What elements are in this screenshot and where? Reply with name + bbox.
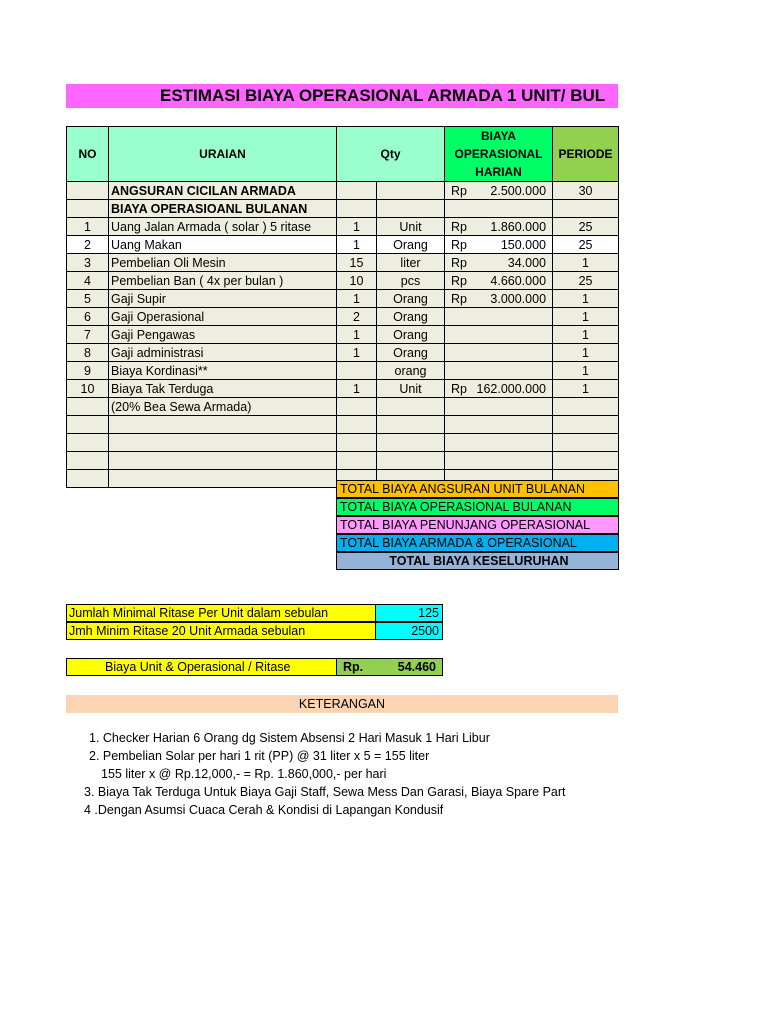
row-no [67,416,109,434]
cost-per-rit-value-cell [336,658,443,676]
fleet-ritase-value: 2500 [375,622,443,640]
row-biaya-cell [445,182,553,200]
row-no: 9 [67,362,109,380]
row-uraian: Uang Makan [109,236,337,254]
row-biaya [447,274,550,288]
row-no: 10 [67,380,109,398]
row-unit: Orang [377,344,445,362]
row-unit [377,398,445,416]
row-unit [377,452,445,470]
row-no [67,182,109,200]
table-row [67,398,619,416]
row-no: 3 [67,254,109,272]
row-biaya-cell [445,200,553,218]
table-row [67,182,619,200]
row-uraian: (20% Bea Sewa Armada) [109,398,337,416]
table-row [67,308,619,326]
row-periode [553,200,619,218]
row-amount: 3.000.000 [490,291,547,306]
row-periode: 1 [553,380,619,398]
row-qty [337,416,377,434]
summary-line: TOTAL BIAYA PENUNJANG OPERASIONAL [336,516,619,534]
row-biaya-cell [445,272,553,290]
table-row [67,344,619,362]
row-biaya [447,256,550,270]
row-no: 1 [67,218,109,236]
cost-per-rit-label: Biaya Unit & Operasional / Ritase [66,658,337,676]
row-qty [337,452,377,470]
min-ritase-label: Jumlah Minimal Ritase Per Unit dalam sebulan [66,604,376,622]
row-periode [553,452,619,470]
row-no: 5 [67,290,109,308]
row-unit [377,416,445,434]
note-3: 3. Biaya Tak Terduga Untuk Biaya Gaji Staff, Sewa Mess Dan Garasi, Biaya Spare Part [84,785,566,799]
min-ritase-value: 125 [375,604,443,622]
row-biaya [447,382,550,396]
row-biaya-cell [445,308,553,326]
row-periode: 1 [553,362,619,380]
row-uraian: Biaya Kordinasi** [109,362,337,380]
row-periode: 30 [553,182,619,200]
row-periode: 1 [553,254,619,272]
row-qty [337,362,377,380]
row-unit: Unit [377,380,445,398]
row-uraian: Gaji administrasi [109,344,337,362]
row-qty: 10 [337,272,377,290]
row-biaya-cell [445,362,553,380]
table-row [67,362,619,380]
row-unit: orang [377,362,445,380]
row-unit [377,182,445,200]
table-row [67,326,619,344]
row-uraian: Gaji Pengawas [109,326,337,344]
row-uraian [109,470,337,488]
row-unit: Orang [377,308,445,326]
summary-line: TOTAL BIAYA KESELURUHAN [336,552,619,570]
row-no [67,434,109,452]
row-biaya-cell [445,452,553,470]
row-uraian: Gaji Operasional [109,308,337,326]
row-uraian [109,452,337,470]
row-qty [337,434,377,452]
row-no: 2 [67,236,109,254]
row-uraian: ANGSURAN CICILAN ARMADA [109,182,337,200]
row-biaya-cell [445,434,553,452]
row-uraian [109,416,337,434]
row-amount: 162.000.000 [476,381,547,396]
note-4: 4 .Dengan Asumsi Cuaca Cerah & Kondisi di Lapangan Kondusif [84,803,444,817]
summary-line: TOTAL BIAYA ARMADA & OPERASIONAL [336,534,619,552]
row-amount: 1.860.000 [490,219,547,234]
cost-per-rit-currency: Rp. [343,660,364,674]
row-periode [553,434,619,452]
header-periode: PERIODE [553,127,619,182]
row-amount: 34.000 [507,255,547,270]
row-uraian: Pembelian Oli Mesin [109,254,337,272]
row-qty [337,398,377,416]
header-uraian: URAIAN [109,127,337,182]
summary-line: TOTAL BIAYA ANGSURAN UNIT BULANAN [336,480,619,498]
row-biaya-cell [445,326,553,344]
table-row [67,452,619,470]
row-biaya [447,184,550,198]
table-row [67,218,619,236]
row-qty [337,200,377,218]
row-currency: Rp [451,183,467,198]
row-unit: liter [377,254,445,272]
row-uraian [109,434,337,452]
row-biaya-cell [445,290,553,308]
table-row [67,200,619,218]
row-biaya [447,292,550,306]
row-periode: 1 [553,290,619,308]
row-uraian: Pembelian Ban ( 4x per bulan ) [109,272,337,290]
row-no: 6 [67,308,109,326]
row-qty: 1 [337,236,377,254]
row-currency: Rp [451,273,467,288]
table-row [67,380,619,398]
row-currency: Rp [451,291,467,306]
row-periode: 25 [553,272,619,290]
row-biaya-cell [445,218,553,236]
row-periode: 1 [553,308,619,326]
row-unit: Orang [377,236,445,254]
row-no: 7 [67,326,109,344]
row-unit: Orang [377,290,445,308]
cost-table [66,126,619,488]
row-biaya [447,220,550,234]
row-periode: 1 [553,326,619,344]
note-2: 2. Pembelian Solar per hari 1 rit (PP) @ 31 liter x 5 = 155 liter [89,749,430,763]
row-no: 8 [67,344,109,362]
row-unit: pcs [377,272,445,290]
header-qty: Qty [337,127,445,182]
row-currency: Rp [451,237,467,252]
table-row [67,416,619,434]
row-biaya-cell [445,380,553,398]
note-1: 1. Checker Harian 6 Orang dg Sistem Absensi 2 Hari Masuk 1 Hari Libur [89,731,490,745]
row-currency: Rp [451,219,467,234]
summary-line: TOTAL BIAYA OPERASIONAL BULANAN [336,498,619,516]
row-qty: 1 [337,326,377,344]
header-biaya: BIAYA OPERASIONAL HARIAN [445,127,553,182]
row-biaya [447,238,550,252]
table-row [67,434,619,452]
row-biaya-cell [445,254,553,272]
row-no [67,200,109,218]
header-no: NO [67,127,109,182]
row-qty [337,182,377,200]
row-qty: 1 [337,218,377,236]
table-header-row [67,127,619,182]
cost-per-rit-value: 54.460 [397,660,436,674]
row-biaya-cell [445,398,553,416]
row-qty: 1 [337,380,377,398]
table-row [67,290,619,308]
row-biaya-cell [445,236,553,254]
row-no [67,398,109,416]
row-periode [553,416,619,434]
row-biaya-cell [445,416,553,434]
sheet-title: ESTIMASI BIAYA OPERASIONAL ARMADA 1 UNIT/ BUL [66,84,618,108]
row-uraian: Uang Jalan Armada ( solar ) 5 ritase [109,218,337,236]
row-amount: 4.660.000 [490,273,547,288]
row-amount: 150.000 [500,237,547,252]
row-currency: Rp [451,255,467,270]
table-row [67,236,619,254]
row-unit [377,200,445,218]
row-periode: 25 [553,218,619,236]
row-uraian: BIAYA OPERASIOANL BULANAN [109,200,337,218]
row-biaya-cell [445,344,553,362]
row-no [67,470,109,488]
row-unit: Orang [377,326,445,344]
table-row [67,254,619,272]
row-amount: 2.500.000 [490,183,547,198]
fleet-ritase-label: Jmh Minim Ritase 20 Unit Armada sebulan [66,622,376,640]
row-uraian: Gaji Supir [109,290,337,308]
row-periode: 25 [553,236,619,254]
row-currency: Rp [451,381,467,396]
row-qty: 2 [337,308,377,326]
row-no: 4 [67,272,109,290]
row-periode [553,398,619,416]
note-2-continued: 155 liter x @ Rp.12,000,- = Rp. 1.860,000,- per hari [101,767,387,781]
row-qty: 15 [337,254,377,272]
row-qty: 1 [337,290,377,308]
row-periode: 1 [553,344,619,362]
row-no [67,452,109,470]
row-unit [377,434,445,452]
row-qty: 1 [337,344,377,362]
table-row [67,272,619,290]
row-uraian: Biaya Tak Terduga [109,380,337,398]
row-unit: Unit [377,218,445,236]
keterangan-heading: KETERANGAN [66,695,618,713]
